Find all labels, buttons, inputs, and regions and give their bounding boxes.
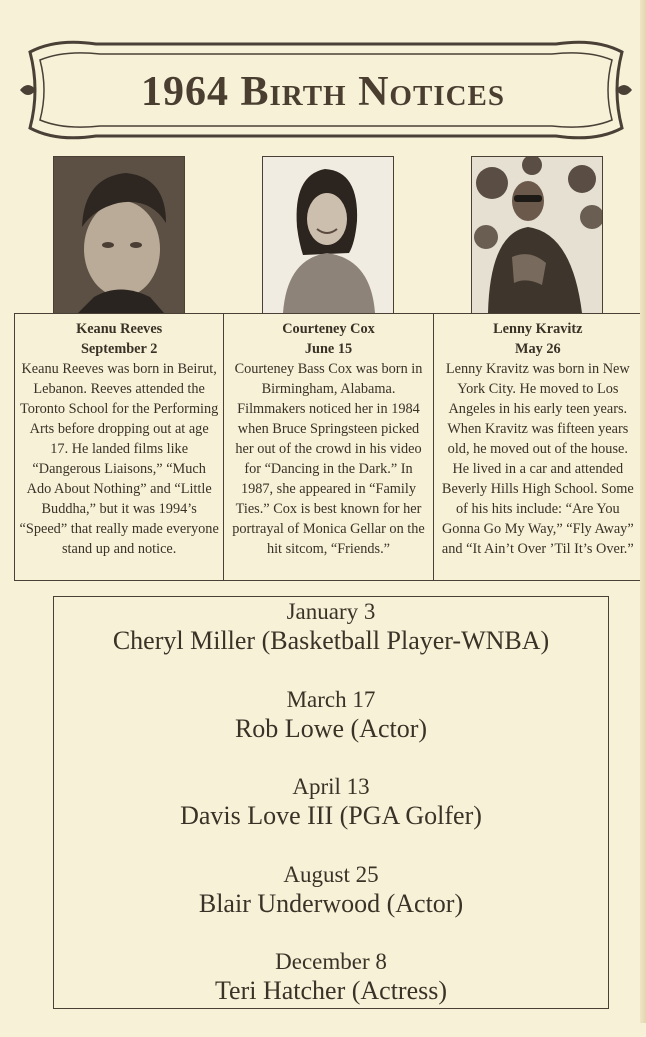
birth-name: Rob Lowe (Actor) xyxy=(234,713,428,743)
list-item xyxy=(54,949,608,1037)
lenny-kravitz-photo xyxy=(471,156,603,314)
courteney-cox-photo xyxy=(262,156,394,314)
bio-name: Courteney Cox xyxy=(282,321,375,337)
bio-name: Keanu Reeves xyxy=(76,321,163,337)
bio-text: Keanu Reeves was born in Beirut, Lebanon. Reeves attended the Toronto School for the Performing Arts before dropping out at age 17. He landed films like “Dangerous Liaisons,” “Much Ado About Nothing” and “Little Buddha,” but it was 1994’s “Speed” that really made everyone stand up and notice. xyxy=(19,361,219,557)
bio-text: Lenny Kravitz was born in New York City. He moved to Los Angeles in his early teen years. When Kravitz was fifteen years old, he moved out of the house. He lived in a car and attended Beverly Hills High School. Some of his hits include: “Are You Gonna Go My Way,” “Fly Away” and “It Ain’t Over ’Til It’s Over.” xyxy=(441,361,634,557)
bio-text: Courteney Bass Cox was born in Birmingham, Alabama. Filmmakers noticed her in 1984 when Bruce Springsteen picked her out of the crowd in his video for “Dancing in the Dark.” In 1987, she appeared in “Family Ties.” Cox is best known for her portrayal of Monica Gellar on the hit sitcom, “Friends.” xyxy=(232,361,425,557)
birth-name: Cheryl Miller (Basketball Player-WNBA) xyxy=(112,626,550,655)
birth-date: December 8 xyxy=(275,949,387,974)
list-item xyxy=(54,774,608,862)
birth-date: April 13 xyxy=(292,774,370,799)
featured-bios xyxy=(14,313,643,581)
birth-date: January 3 xyxy=(286,599,376,624)
keanu-reeves-photo xyxy=(53,156,185,314)
bio-lenny-kravitz xyxy=(433,314,642,580)
page-edge xyxy=(640,0,646,1023)
bio-date: June 15 xyxy=(304,341,353,357)
birth-name: Teri Hatcher (Actress) xyxy=(214,976,448,1005)
birth-name: Davis Love III (PGA Golfer) xyxy=(180,801,482,830)
birth-date: August 25 xyxy=(283,861,379,887)
bio-date: May 26 xyxy=(514,341,561,357)
page-title: 1964 Birth Notices xyxy=(140,69,506,115)
birth-date: March 17 xyxy=(286,686,376,712)
bio-date: September 2 xyxy=(80,341,158,357)
birth-list xyxy=(53,596,609,1009)
list-item xyxy=(54,862,608,950)
bio-courteney-cox xyxy=(223,314,432,580)
list-item xyxy=(54,599,608,687)
bio-keanu-reeves xyxy=(15,314,223,580)
birth-name: Blair Underwood (Actor) xyxy=(198,888,464,918)
list-item xyxy=(54,687,608,775)
bio-name: Lenny Kravitz xyxy=(493,321,583,337)
